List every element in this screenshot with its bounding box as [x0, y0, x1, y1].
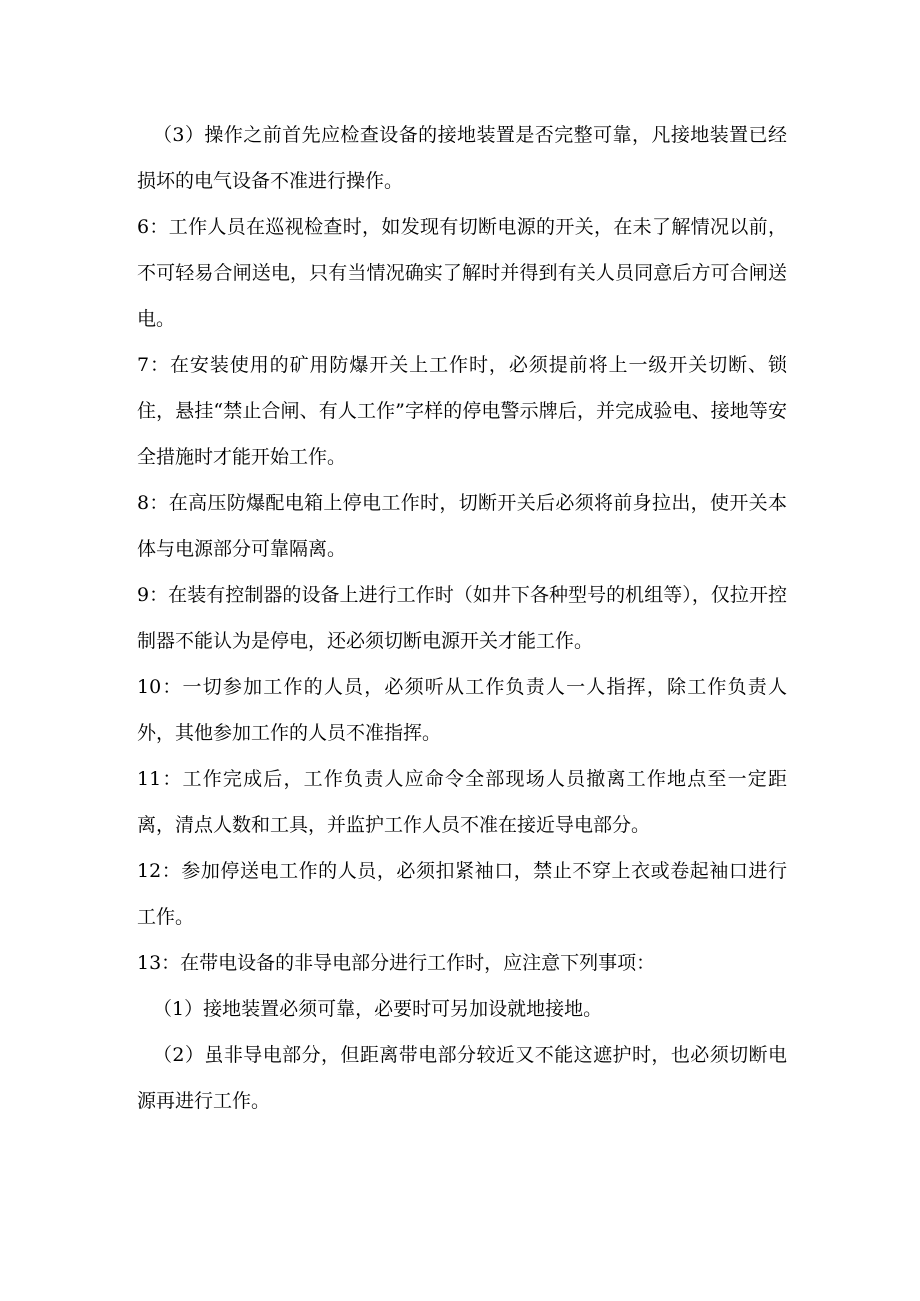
paragraph-13-non-conductive-work: 13：在带电设备的非导电部分进行工作时，应注意下列事项：	[137, 952, 656, 974]
paragraph-8-high-voltage-box: 8：在高压防爆配电箱上停电工作时，切断开关后必须将前身拉出，使开关本体与电源部分可靠隔离。	[137, 492, 787, 560]
paragraph-6-inspection-switch: 6：工作人员在巡视检查时，如发现有切断电源的开关，在未了解情况以前，不可轻易合闸送电，只有当情况确实了解时并得到有关人员同意后方可合闸送电。	[137, 216, 787, 330]
paragraph-7-explosion-proof-switch: 7：在安装使用的矿用防爆开关上工作时，必须提前将上一级开关切断、锁住，悬挂“禁止合闸、有人工作”字样的停电警示牌后，并完成验电、接地等安全措施时才能开始工作。	[137, 354, 787, 468]
paragraph-11-work-completion: 11：工作完成后，工作负责人应命令全部现场人员撤离工作地点至一定距离，清点人数和工具，并监护工作人员不准在接近导电部分。	[137, 768, 787, 836]
document-body	[137, 112, 787, 1124]
paragraph-9-controller-equipment: 9：在装有控制器的设备上进行工作时（如井下各种型号的机组等），仅拉开控制器不能认为是停电，还必须切断电源开关才能工作。	[137, 584, 787, 652]
paragraph-13-2-shielding: （2）虽非导电部分，但距离带电部分较近又不能这遮护时，也必须切断电源再进行工作。	[137, 1044, 787, 1112]
paragraph-10-command: 10：一切参加工作的人员，必须听从工作负责人一人指挥，除工作负责人外，其他参加工作的人员不准指挥。	[137, 676, 787, 744]
paragraph-12-cuffs: 12：参加停送电工作的人员，必须扣紧袖口，禁止不穿上衣或卷起袖口进行工作。	[137, 860, 787, 928]
paragraph-3-grounding-check: （3）操作之前首先应检查设备的接地装置是否完整可靠，凡接地装置已经损坏的电气设备不准进行操作。	[137, 124, 787, 192]
paragraph-13-1-grounding: （1）接地装置必须可靠，必要时可另加设就地接地。	[153, 998, 603, 1020]
